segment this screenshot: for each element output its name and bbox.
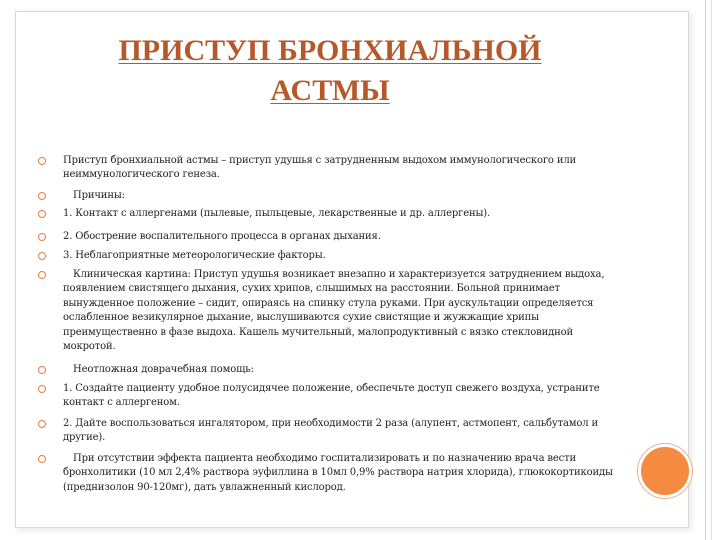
decorative-circle <box>638 444 692 498</box>
bullet-icon <box>38 455 46 463</box>
list-item <box>38 268 618 354</box>
bullet-icon <box>38 157 46 165</box>
bullet-icon <box>38 271 46 279</box>
decorative-line <box>705 0 706 540</box>
list-item-text: 2. Обострение воспалительного процесса в органах дыхания. <box>63 231 381 242</box>
title-line-1: ПРИСТУП БРОНХИАЛЬНОЙ <box>118 34 542 67</box>
list-item-text: Приступ бронхиальной астмы – приступ удушья с затрудненным выдохом иммунологического или неиммунологического генеза. <box>63 155 577 181</box>
bullet-icon <box>38 366 46 374</box>
list-item <box>38 363 618 377</box>
bullet-icon <box>38 233 46 241</box>
list-item <box>38 417 618 446</box>
bullet-icon <box>38 192 46 200</box>
list-item-text: 2. Дайте воспользоваться ингалятором, при необходимости 2 раза (алупент, астмопент, сальбутамол и другие). <box>63 418 599 444</box>
list-item-text: 1. Создайте пациенту удобное полусидячее положение, обеспечьте доступ свежего воздуха, устраните контакт с аллергеном. <box>63 383 600 409</box>
list-item-text: 1. Контакт с аллергенами (пылевые, пыльцевые, лекарственные и др. аллергены). <box>63 208 491 219</box>
decorative-line <box>711 0 712 540</box>
list-item <box>38 249 618 263</box>
list-item <box>38 189 618 203</box>
title-line-2: АСТМЫ <box>270 74 390 107</box>
bullet-icon <box>38 210 46 218</box>
list-item <box>38 154 618 183</box>
list-item <box>38 230 618 244</box>
slide-title <box>60 31 600 111</box>
list-item <box>38 207 618 221</box>
list-item-text: При отсутствии эффекта пациента необходимо госпитализировать и по назначению врача вести бронхолитики (10 мл 2,4% раствора эуфиллина в 10мл 0,9% раствора натрия хлорида), глюкокортикоиды (преднизолон 90-120мг), дать увлажненный кислород. <box>63 453 613 493</box>
list-item-text: Клиническая картина: Приступ удушья возникает внезапно и характеризуется затруднением выдоха, появлением свистящего дыхания, сухих хрипов, слышимых на расстоянии. Больной принимает вынужденное положение – сидит, опираясь на спинку стула руками. При аускультации определяется ослабленное везикулярное дыхание, выслушиваются сухие свистящие и жужжащие хрипы преимущественно в фазе выдоха. Кашель мучительный, малопродуктивный с вязко стекловидной мокротой. <box>63 269 605 353</box>
bullet-icon <box>38 385 46 393</box>
list-item <box>38 452 618 495</box>
bullet-icon <box>38 252 46 260</box>
list-item-text: Причины: <box>73 190 125 201</box>
list-item-text: Неотложная доврачебная помощь: <box>73 364 254 375</box>
list-item <box>38 382 618 411</box>
bullet-icon <box>38 420 46 428</box>
list-item-text: 3. Неблагоприятные метеорологические факторы. <box>63 250 326 261</box>
